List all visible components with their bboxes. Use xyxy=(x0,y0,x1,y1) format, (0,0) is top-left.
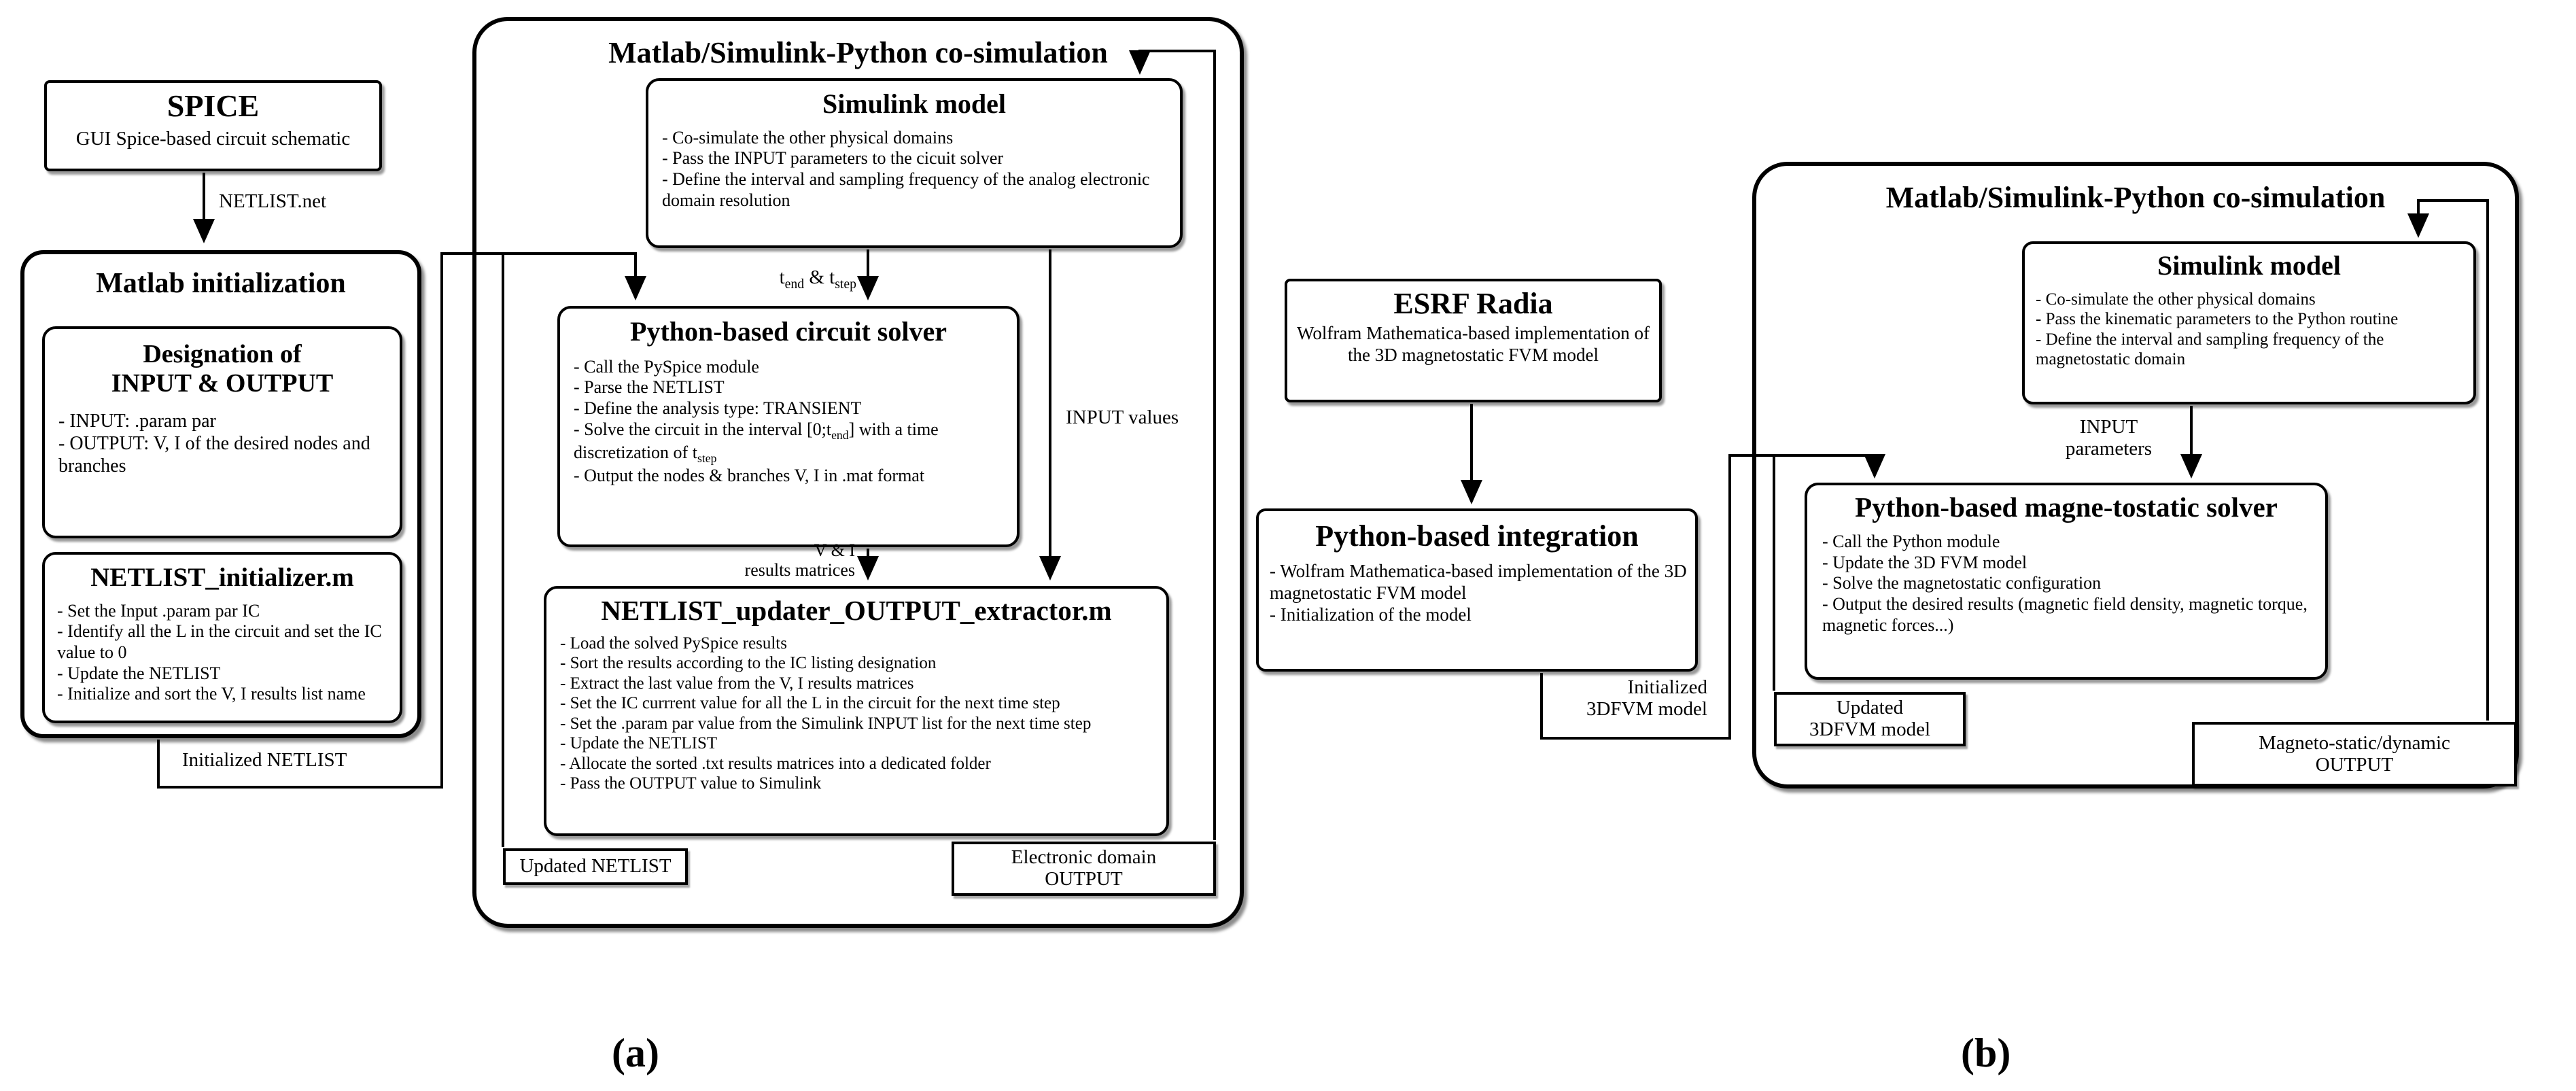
designation-items xyxy=(45,398,400,477)
magnetostatic-solver-items xyxy=(1807,523,2325,636)
list-item: - Output the desired results (magnetic field density, magnetic torque, magnetic forces...) xyxy=(1822,593,2308,635)
simulink-model-title-a: Simulink model xyxy=(822,88,1007,119)
python-integration-items xyxy=(1259,553,1695,626)
list-item: - Set the .param par value from the Simulink INPUT list for the next time step xyxy=(560,714,1092,733)
list-item: - Initialize and sort the V, I results list name xyxy=(57,684,366,704)
list-item: - Pass the INPUT parameters to the cicuit solver xyxy=(662,148,1004,169)
magnetostatic-solver-title: Python-based magne-tostatic solver xyxy=(1855,491,2278,523)
list-item: - Co-simulate the other physical domains xyxy=(662,127,954,148)
list-item: - Wolfram Mathematica-based implementation of the 3D magnetostatic FVM model xyxy=(1270,561,1687,604)
list-item: - Initialization of the model xyxy=(1270,604,1472,625)
list-item: - Pass the OUTPUT value to Simulink xyxy=(560,774,822,793)
esrf-radia-box xyxy=(1285,279,1662,402)
list-item: - Solve the magnetostatic configuration xyxy=(1822,573,2102,593)
list-item: - Sort the results according to the IC listing designation xyxy=(560,654,937,673)
tend-tstep-label: $t_{end}$ & $t_{step}$ xyxy=(779,266,856,292)
list-item: - Pass the kinematic parameters to the Python routine xyxy=(2036,310,2399,329)
updated-3dfvm-labelbox: Updated 3DFVM model xyxy=(1774,692,1966,746)
cosimulation-title-b: Matlab/Simulink-Python co-simulation xyxy=(1885,181,2386,214)
simulink-model-box-a xyxy=(646,78,1183,248)
magnetostatic-solver-box xyxy=(1805,483,2328,680)
simulink-model-items-b xyxy=(2025,281,2473,370)
input-parameters-label: INPUT parameters xyxy=(2065,416,2153,460)
list-item: - Set the Input .param par IC xyxy=(57,600,260,621)
spice-subtitle: GUI Spice-based circuit schematic xyxy=(75,127,351,150)
list-item: - Update the 3D FVM model xyxy=(1822,552,2027,572)
cosimulation-title-a: Matlab/Simulink-Python co-simulation xyxy=(608,36,1108,69)
circuit-solver-items xyxy=(560,347,1017,487)
list-item: - INPUT: .param par xyxy=(58,411,216,432)
electronic-domain-output-labelbox: Electronic domain OUTPUT xyxy=(952,842,1216,896)
caption-b: (b) xyxy=(1961,1031,2011,1075)
list-item: - Define the analysis type: TRANSIENT xyxy=(574,398,862,419)
netlist-initializer-title: NETLIST_initializer.m xyxy=(90,563,354,592)
initialized-netlist-label: Initialized NETLIST xyxy=(182,749,347,771)
list-item: - Identify all the L in the circuit and set the IC value to 0 xyxy=(57,621,382,663)
python-integration-title: Python-based integration xyxy=(1315,519,1639,553)
python-integration-box xyxy=(1256,508,1698,672)
list-item: - OUTPUT: V, I of the desired nodes and branches xyxy=(58,433,370,477)
list-item: - Parse the NETLIST xyxy=(574,377,725,398)
netlist-initializer-box xyxy=(42,552,402,723)
circuit-solver-title: Python-based circuit solver xyxy=(630,316,947,347)
initialized-3dfvm-label: Initialized 3DFVM model xyxy=(1586,676,1707,721)
list-item: - Solve the circuit in the interval $[0;t_{end}]$ with a time discretization of $t_{step}$ xyxy=(574,419,939,466)
esrf-radia-title: ESRF Radia xyxy=(1393,287,1553,320)
list-item: - Output the nodes & branches V, I in .mat format xyxy=(574,465,925,485)
caption-a: (a) xyxy=(612,1031,659,1075)
circuit-solver-box xyxy=(557,306,1020,547)
input-values-label: INPUT values xyxy=(1066,406,1179,428)
netlist-updater-title: NETLIST_updater_OUTPUT_extractor.m xyxy=(601,595,1112,626)
list-item: - Define the interval and sampling frequency of the magnetostatic domain xyxy=(2036,330,2384,369)
esrf-radia-subtitle: Wolfram Mathematica-based implementation of the 3D magnetostatic FVM model xyxy=(1297,323,1650,366)
vi-results-label: V & I results matrices xyxy=(744,540,855,581)
list-item: - Update the NETLIST xyxy=(560,734,718,753)
spice-title: SPICE xyxy=(167,88,260,123)
list-item: - Define the interval and sampling frequency of the analog electronic domain resolution xyxy=(662,169,1150,210)
updated-netlist-labelbox: Updated NETLIST xyxy=(503,848,688,885)
simulink-model-title-b: Simulink model xyxy=(2157,250,2342,281)
list-item: - Update the NETLIST xyxy=(57,663,221,683)
designation-title: Designation of INPUT & OUTPUT xyxy=(111,340,334,398)
designation-box xyxy=(42,326,402,538)
list-item: - Extract the last value from the V, I results matrices xyxy=(560,674,914,693)
netlist-updater-items xyxy=(546,627,1166,794)
matlab-initialization-title: Matlab initialization xyxy=(96,268,346,299)
list-item: - Set the IC currrent value for all the L in the circuit for the next time step xyxy=(560,694,1060,713)
netlist-net-label: NETLIST.net xyxy=(219,190,327,212)
list-item: - Load the solved PySpice results xyxy=(560,634,787,653)
magneto-output-labelbox: Magneto-static/dynamic OUTPUT xyxy=(2192,722,2517,786)
list-item: - Call the PySpice module xyxy=(574,356,759,377)
simulink-model-items-a xyxy=(648,120,1180,211)
list-item: - Co-simulate the other physical domains xyxy=(2036,290,2316,309)
netlist-initializer-items xyxy=(45,593,400,705)
list-item: - Call the Python module xyxy=(1822,531,2000,551)
spice-box xyxy=(44,80,382,171)
netlist-updater-box xyxy=(544,586,1169,836)
simulink-model-box-b xyxy=(2022,241,2476,404)
list-item: - Allocate the sorted .txt results matrices into a dedicated folder xyxy=(560,754,991,773)
